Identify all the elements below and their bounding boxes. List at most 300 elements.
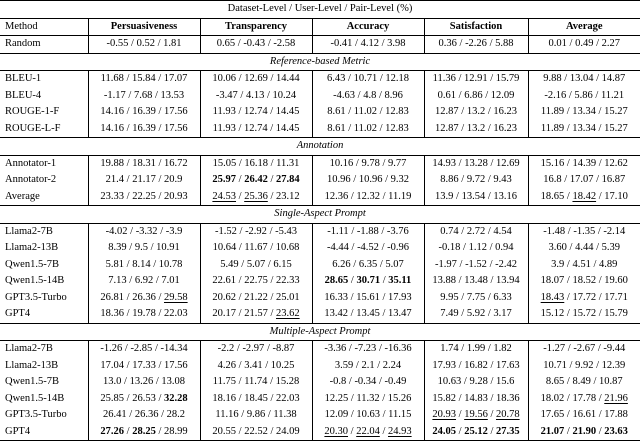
metric-value: 16.8 — [543, 174, 562, 185]
value-cell: -3.47 / 4.13 / 10.24 — [200, 88, 312, 105]
metric-value: 0.36 — [438, 38, 457, 49]
value-cell: 11.89 / 13.34 / 15.27 — [528, 104, 640, 121]
metric-value: 2.24 — [382, 359, 402, 371]
metric-value: 32.28 — [163, 392, 188, 404]
metric-value: 9.72 — [466, 174, 486, 185]
value-cell: 19.88 / 18.31 / 16.72 — [88, 155, 200, 172]
metric-value: 22.03 — [275, 392, 300, 404]
value-cell: 17.04 / 17.33 / 17.56 — [88, 358, 200, 375]
table-row — [0, 71, 640, 88]
metric-value: 9.28 — [469, 376, 488, 387]
metric-value: 16.23 — [493, 122, 517, 134]
value-cell: 11.16 / 9.86 / 11.38 — [200, 407, 312, 424]
metric-value: 15.12 — [540, 308, 565, 319]
value-cell: -0.18 / 1.12 / 0.94 — [424, 240, 528, 257]
metric-value: 4.8 — [363, 89, 377, 101]
metric-value: 4.26 — [217, 359, 237, 371]
method-cell: Qwen1.5-7B — [5, 376, 59, 387]
metric-value: 27.84 — [275, 174, 300, 185]
value-cell: 13.42 / 13.45 / 13.47 — [312, 306, 424, 323]
metric-value: 18.31 — [132, 157, 156, 169]
metric-value: 9.77 — [387, 157, 407, 169]
metric-value: 7.75 — [466, 291, 486, 303]
table-row — [0, 223, 640, 240]
metric-value: 0.94 — [495, 242, 514, 253]
metric-value: 15.28 — [275, 376, 300, 387]
metric-value: 8.49 — [572, 376, 591, 387]
metric-value: 21.4 — [105, 174, 125, 185]
metric-value: 10.06 — [212, 73, 237, 84]
value-cell: 1.74 / 1.99 / 1.82 — [424, 341, 528, 358]
value-cell: -0.55 / 0.52 / 1.81 — [88, 36, 200, 54]
metric-value: 11.74 — [244, 376, 268, 387]
metric-value: -0.18 — [438, 242, 461, 253]
table-row — [0, 36, 640, 54]
metric-value: 1.82 — [493, 343, 512, 354]
value-cell: -4.63 / 4.8 / 8.96 — [312, 88, 424, 105]
metric-value: 10.78 — [158, 258, 183, 270]
metric-value: 9.95 — [440, 291, 459, 303]
metric-value: -3.32 — [135, 225, 158, 237]
metric-value: 8.61 — [327, 106, 346, 117]
metric-value: 13.54 — [461, 190, 486, 202]
metric-value: 28.99 — [163, 425, 188, 437]
value-cell: -1.52 / -2.92 / -5.43 — [200, 223, 312, 240]
table-title-row — [0, 1, 640, 19]
metric-value: 22.04 — [356, 425, 380, 437]
metric-value: -0.41 — [330, 38, 353, 49]
metric-value: 18.65 — [540, 190, 565, 202]
metric-value: 20.55 — [212, 425, 237, 437]
metric-value: 5.88 — [495, 38, 514, 49]
metric-value: 30.71 — [356, 275, 381, 286]
metric-value: 2.1 — [361, 359, 375, 371]
metric-value: -2.97 — [242, 343, 265, 354]
metric-value: 17.56 — [163, 122, 188, 134]
metric-value: 7.49 — [440, 308, 459, 319]
method-cell: Llama2-7B — [5, 225, 53, 237]
value-cell: -2.2 / -2.97 / -8.87 — [200, 341, 312, 358]
column-header-average: Average — [528, 18, 640, 36]
value-cell: 15.82 / 14.83 / 18.36 — [424, 391, 528, 408]
method-cell: BLEU-4 — [5, 89, 42, 101]
metric-value: 13.08 — [161, 376, 185, 387]
metric-value: 8.61 — [327, 122, 346, 134]
metric-value: 16.39 — [132, 106, 156, 117]
metric-value: 18.16 — [212, 392, 237, 404]
value-cell: 27.26 / 28.25 / 28.99 — [88, 424, 200, 441]
metric-value: -1.52 — [465, 258, 487, 270]
section-heading: Reference-based Metric — [0, 53, 640, 71]
metric-value: 11.15 — [388, 409, 412, 420]
metric-value: 6.35 — [358, 258, 378, 270]
metric-value: 23.12 — [275, 190, 300, 202]
table-row — [0, 104, 640, 121]
table-head — [0, 1, 640, 36]
metric-value: 0.01 — [548, 38, 567, 49]
metric-value: -0.49 — [384, 376, 407, 387]
metric-value: 14.83 — [464, 392, 488, 404]
metric-value: 15.05 — [212, 157, 237, 169]
table-row — [0, 240, 640, 257]
value-cell: 18.36 / 19.78 / 22.03 — [88, 306, 200, 323]
metric-value: 15.6 — [495, 376, 515, 387]
metric-value: -0.34 — [354, 376, 377, 387]
metric-value: -0.96 — [387, 242, 409, 253]
metric-value: 17.07 — [569, 174, 594, 185]
metric-value: 13.34 — [572, 106, 596, 117]
method-cell: Qwen1.5-14B — [5, 392, 65, 404]
metric-value: 17.93 — [432, 359, 457, 371]
metric-value: 14.44 — [275, 73, 300, 84]
metric-value: -1.17 — [103, 89, 126, 101]
value-cell: 3.9 / 4.51 / 4.89 — [528, 257, 640, 274]
metric-value: 11.93 — [212, 106, 236, 117]
metric-value: 22.03 — [163, 308, 188, 319]
metric-value: -2.14 — [603, 225, 626, 237]
metric-value: 24.93 — [387, 425, 412, 437]
value-cell: 25.85 / 26.53 / 32.28 — [88, 391, 200, 408]
method-cell: Qwen1.5-7B — [5, 258, 59, 270]
metric-value: -0.55 — [106, 38, 129, 49]
value-cell: 22.61 / 22.75 / 22.33 — [200, 273, 312, 290]
metric-value: 28.25 — [132, 425, 156, 437]
metric-value: 10.96 — [327, 174, 351, 185]
metric-value: 12.32 — [356, 190, 380, 202]
metric-value: -0.43 — [243, 38, 266, 49]
metric-value: 12.83 — [385, 106, 409, 117]
table-row — [0, 121, 640, 138]
metric-value: 29.58 — [163, 291, 188, 303]
method-cell: Qwen1.5-14B — [5, 275, 65, 286]
metric-value: 2.72 — [466, 225, 486, 237]
metric-value: 2.27 — [601, 38, 620, 49]
metric-value: 12.36 — [324, 190, 349, 202]
metric-value: -1.11 — [327, 225, 349, 237]
metric-value: 24.53 — [212, 190, 237, 202]
metric-value: 9.88 — [543, 73, 562, 84]
metric-value: 10.91 — [156, 242, 180, 253]
metric-value: 11.67 — [244, 242, 268, 253]
metric-value: 6.92 — [134, 275, 154, 286]
value-cell: 4.26 / 3.41 / 10.25 — [200, 358, 312, 375]
value-cell: 14.16 / 16.39 / 17.56 — [88, 121, 200, 138]
metric-value: 12.62 — [604, 157, 628, 169]
table-row — [0, 341, 640, 358]
metric-value: 7.01 — [161, 275, 180, 286]
metric-value: 10.87 — [599, 376, 623, 387]
metric-value: 11.16 — [215, 409, 239, 420]
metric-value: -8.87 — [272, 343, 295, 354]
metric-value: 1.99 — [466, 343, 486, 354]
metric-value: 10.71 — [543, 359, 567, 371]
metric-value: -3.9 — [165, 225, 183, 237]
metric-value: 16.82 — [464, 359, 488, 371]
metric-value: 15.72 — [572, 308, 597, 319]
metric-value: 15.79 — [495, 73, 520, 84]
metric-value: 13.42 — [324, 308, 349, 319]
metric-value: 17.10 — [604, 190, 628, 202]
metric-value: 3.9 — [551, 258, 565, 270]
metric-value: 10.71 — [353, 73, 378, 84]
value-cell: 0.65 / -0.43 / -2.58 — [200, 36, 312, 54]
metric-value: 13.94 — [495, 275, 520, 286]
metric-value: 23.62 — [275, 308, 300, 319]
metric-value: 18.36 — [495, 392, 520, 404]
metric-value: -2.58 — [273, 38, 296, 49]
metric-value: 18.42 — [572, 190, 597, 202]
value-cell: 3.60 / 4.44 / 5.39 — [528, 240, 640, 257]
metric-value: 1.81 — [163, 38, 182, 49]
value-cell: 21.4 / 21.17 / 20.9 — [88, 172, 200, 189]
method-cell: ROUGE-L-F — [5, 122, 61, 134]
value-cell: -1.27 / -2.67 / -9.44 — [528, 341, 640, 358]
metric-value: 9.5 — [134, 242, 148, 253]
value-cell: 10.63 / 9.28 / 15.6 — [424, 374, 528, 391]
metric-value: 11.68 — [100, 73, 124, 84]
metric-value: 16.39 — [132, 122, 156, 134]
metric-value: 20.93 — [432, 409, 457, 420]
column-header-row — [0, 18, 640, 36]
metric-value: 26.36 — [134, 409, 159, 420]
value-cell: 8.39 / 9.5 / 10.91 — [88, 240, 200, 257]
metric-value: 24.05 — [432, 425, 457, 437]
column-header-transparency: Transparency — [200, 18, 312, 36]
metric-value: 19.60 — [604, 275, 628, 286]
metric-value: 17.78 — [572, 392, 597, 404]
metric-value: 22.25 — [132, 190, 156, 202]
metric-value: 15.82 — [432, 392, 457, 404]
metric-value: 5.92 — [466, 308, 486, 319]
metric-value: 5.07 — [246, 258, 266, 270]
metric-value: 21.07 — [540, 425, 565, 437]
metric-value: 13.16 — [493, 190, 517, 202]
value-cell: 12.09 / 10.63 / 11.15 — [312, 407, 424, 424]
metric-value: 5.49 — [220, 258, 239, 270]
metric-value: 25.12 — [464, 425, 488, 437]
method-cell: Llama2-13B — [5, 359, 59, 371]
metric-value: 6.15 — [273, 258, 292, 270]
metric-value: 4.12 — [360, 38, 379, 49]
value-cell: 12.36 / 12.32 / 11.19 — [312, 189, 424, 206]
metric-value: 10.24 — [272, 89, 297, 101]
metric-value: -2.42 — [495, 258, 517, 270]
metric-value: 8.86 — [440, 174, 459, 185]
value-cell: 17.93 / 16.82 / 17.63 — [424, 358, 528, 375]
metric-value: 8.14 — [132, 258, 151, 270]
metric-value: 21.90 — [572, 425, 597, 437]
metric-value: -2.92 — [245, 225, 267, 237]
metric-value: -3.76 — [386, 225, 409, 237]
metric-value: 20.93 — [163, 190, 188, 202]
metric-value: -2.2 — [217, 343, 235, 354]
metric-value: 9.86 — [246, 409, 266, 420]
value-cell: 13.88 / 13.48 / 13.94 — [424, 273, 528, 290]
value-cell: 0.01 / 0.49 / 2.27 — [528, 36, 640, 54]
column-header-satisfaction: Satisfaction — [424, 18, 528, 36]
metric-value: 9.78 — [361, 157, 380, 169]
metric-value: 1.74 — [440, 343, 459, 354]
value-cell: -1.17 / 7.68 / 13.53 — [88, 88, 200, 105]
metric-value: 4.51 — [572, 258, 591, 270]
table-row — [0, 155, 640, 172]
metric-value: 12.39 — [601, 359, 626, 371]
metric-value: -9.44 — [603, 343, 626, 354]
metric-value: 11.38 — [273, 409, 297, 420]
metric-value: 12.87 — [435, 106, 459, 117]
metric-value: 27.35 — [495, 425, 520, 437]
metric-value: 13.04 — [569, 73, 594, 84]
metric-value: 8.65 — [545, 376, 565, 387]
metric-value: 23.33 — [100, 190, 125, 202]
value-cell: 8.86 / 9.72 / 9.43 — [424, 172, 528, 189]
metric-value: 11.31 — [276, 157, 300, 169]
metric-value: 25.85 — [100, 392, 125, 404]
value-cell: 9.95 / 7.75 / 6.33 — [424, 290, 528, 307]
metric-value: 9.92 — [575, 359, 594, 371]
metric-value: 9.32 — [390, 174, 409, 185]
metric-value: 12.18 — [385, 73, 409, 84]
value-cell: 24.53 / 25.36 / 23.12 — [200, 189, 312, 206]
value-cell: 10.06 / 12.69 / 14.44 — [200, 71, 312, 88]
value-cell: 16.33 / 15.61 / 17.93 — [312, 290, 424, 307]
value-cell: -1.48 / -1.35 / -2.14 — [528, 223, 640, 240]
metric-value: 17.88 — [604, 409, 628, 420]
method-cell: Annotator-1 — [5, 157, 57, 169]
value-cell: -0.41 / 4.12 / 3.98 — [312, 36, 424, 54]
metric-value: -3.36 — [324, 343, 347, 354]
metric-value: -1.35 — [573, 225, 596, 237]
metric-value: 13.47 — [387, 308, 412, 319]
value-cell: 7.13 / 6.92 / 7.01 — [88, 273, 200, 290]
method-cell: GPT3.5-Turbo — [5, 291, 67, 303]
metric-value: 5.86 — [574, 89, 593, 101]
value-cell: 6.26 / 6.35 / 5.07 — [312, 257, 424, 274]
metric-value: 22.52 — [244, 425, 268, 437]
metric-value: 26.81 — [100, 291, 125, 303]
value-cell: 10.96 / 10.96 / 9.32 — [312, 172, 424, 189]
value-cell: 5.81 / 8.14 / 10.78 — [88, 257, 200, 274]
method-cell: Annotator-2 — [5, 174, 57, 185]
value-cell: 11.36 / 12.91 / 15.79 — [424, 71, 528, 88]
metric-value: -7.23 — [354, 343, 377, 354]
metric-value: 12.74 — [244, 106, 268, 117]
value-cell: 15.16 / 14.39 / 12.62 — [528, 155, 640, 172]
method-cell: GPT4 — [5, 425, 31, 437]
metric-value: 26.41 — [103, 409, 127, 420]
metric-value: 6.33 — [493, 291, 512, 303]
metric-value: 14.39 — [572, 157, 597, 169]
value-cell: 11.75 / 11.74 / 15.28 — [200, 374, 312, 391]
value-cell: 18.16 / 18.45 / 22.03 — [200, 391, 312, 408]
method-cell: GPT4 — [5, 308, 31, 319]
metric-value: 14.87 — [601, 73, 626, 84]
metric-value: 11.19 — [388, 190, 412, 202]
value-cell: 18.65 / 18.42 / 17.10 — [528, 189, 640, 206]
metric-value: 21.96 — [604, 392, 628, 404]
metric-value: -1.48 — [543, 225, 566, 237]
metric-value: 16.61 — [572, 409, 597, 420]
metric-value: -2.85 — [130, 343, 153, 354]
metric-value: 4.54 — [493, 225, 512, 237]
metric-value: 12.09 — [324, 409, 349, 420]
metric-value: 35.11 — [388, 275, 412, 286]
metric-value: 6.43 — [327, 73, 346, 84]
metric-value: 16.23 — [493, 106, 517, 117]
metric-value: 24.09 — [275, 425, 300, 437]
metric-value: 21.17 — [132, 174, 156, 185]
table-row — [0, 306, 640, 323]
metric-value: 12.83 — [385, 122, 409, 134]
metric-value: 4.13 — [245, 89, 265, 101]
value-cell: 23.33 / 22.25 / 20.93 — [88, 189, 200, 206]
metric-value: 26.42 — [244, 174, 268, 185]
metric-value: 17.56 — [163, 106, 188, 117]
metric-value: 18.07 — [540, 275, 565, 286]
value-cell: 15.05 / 16.18 / 11.31 — [200, 155, 312, 172]
value-cell: 11.89 / 13.34 / 15.27 — [528, 121, 640, 138]
value-cell: -1.97 / -1.52 / -2.42 — [424, 257, 528, 274]
value-cell: 18.02 / 17.78 / 21.96 — [528, 391, 640, 408]
metric-value: -2.26 — [465, 38, 487, 49]
metric-value: 12.69 — [495, 157, 520, 169]
method-cell: BLEU-1 — [5, 73, 42, 84]
metric-value: 5.81 — [105, 258, 125, 270]
metric-value: -0.8 — [329, 376, 347, 387]
metric-value: 13.53 — [160, 89, 185, 101]
value-cell: 10.71 / 9.92 / 12.39 — [528, 358, 640, 375]
value-cell: 12.25 / 11.32 / 15.26 — [312, 391, 424, 408]
table-row — [0, 290, 640, 307]
metric-value: 3.17 — [493, 308, 512, 319]
table-row — [0, 257, 640, 274]
metric-value: 15.16 — [540, 157, 565, 169]
table-row — [0, 88, 640, 105]
value-cell: 12.87 / 13.2 / 16.23 — [424, 121, 528, 138]
metric-value: 11.75 — [212, 376, 237, 387]
metric-value: 15.26 — [387, 392, 412, 404]
value-cell: 0.36 / -2.26 / 5.88 — [424, 36, 528, 54]
metric-value: 17.71 — [604, 291, 628, 303]
value-cell: 17.65 / 16.61 / 17.88 — [528, 407, 640, 424]
metric-value: 25.97 — [212, 174, 237, 185]
metric-value: 17.93 — [387, 291, 412, 303]
metric-value: 12.25 — [324, 392, 349, 404]
metric-value: 13.26 — [129, 376, 154, 387]
metric-value: 17.07 — [163, 73, 188, 84]
metric-value: 11.02 — [353, 106, 377, 117]
metric-value: 25.01 — [275, 291, 300, 303]
table-row — [0, 189, 640, 206]
metric-value: 15.84 — [132, 73, 156, 84]
metric-value: 12.91 — [464, 73, 488, 84]
metric-value: 11.21 — [600, 89, 625, 101]
metric-value: 3.98 — [387, 38, 406, 49]
value-cell: 8.61 / 11.02 / 12.83 — [312, 121, 424, 138]
metric-value: 5.07 — [385, 258, 404, 270]
metric-value: 11.02 — [353, 122, 377, 134]
metric-value: 19.78 — [132, 308, 156, 319]
metric-value: 15.27 — [604, 122, 628, 134]
metric-value: 0.74 — [440, 225, 459, 237]
metric-value: 17.33 — [132, 359, 156, 371]
metric-value: 10.63 — [356, 409, 380, 420]
metric-value: 17.63 — [495, 359, 520, 371]
metric-value: 27.26 — [100, 425, 125, 437]
metric-value: 13.34 — [572, 122, 596, 134]
metric-value: -14.34 — [160, 343, 188, 354]
metric-value: 14.93 — [432, 157, 457, 169]
